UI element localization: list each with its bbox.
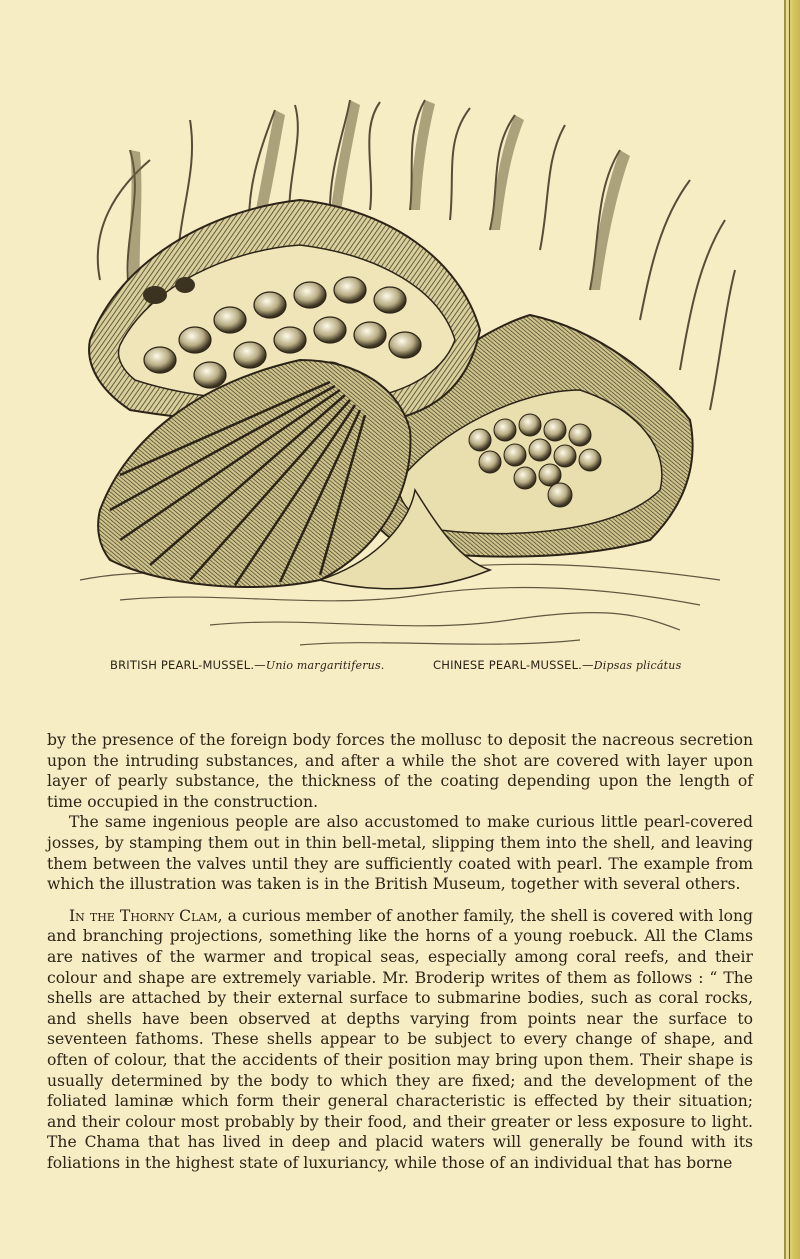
caption-british-pearl-mussel xyxy=(110,658,385,672)
pearl-mussel-engraving xyxy=(60,90,740,650)
page-edge xyxy=(784,0,800,1259)
page-edge-line xyxy=(789,0,790,1259)
thorny-clam-heading: Thorny Clam, xyxy=(119,906,223,925)
paragraph-3-body: a curious member of another family, the shell is covered with long and branching projections, something like the horns of a young roebuck. All the Clams are natives of the warmer and tropical seas, especially among coral reefs, and their colour and shape are extremely variable. Mr. Broderip writes of them as follows : “ The shells are attached by their external surface to submarine bodies, such as coral rocks, and shells have been observed at depths varying from points near the surface to seventeen fathoms. These shells appear to be subject to every change of shape, and often of colour, that the accidents of their position may bring upon them. Their shape is usually determined by the body to which they are fixed; and the development of the foliated laminæ which form their general characteristic is effected by their situation; and their colour most probably by their food, and their greater or less exposure to light. The Chama that has lived in deep and placid waters will generally be found with its foliations in the highest state of luxuriancy, while those of an individual that has borne xyxy=(47,906,754,1172)
caption-right-separator: — xyxy=(582,658,594,672)
caption-left-latin: Unio margaritiferus. xyxy=(265,659,385,672)
caption-left-name: BRITISH PEARL-MUSSEL. xyxy=(110,658,255,672)
paragraph-1: by the presence of the foreign body forces the mollusc to deposit the nacreous secretion upon the intruding substances, and after a while the shot are covered with layer upon layer of pearly substance, the thickness of the coating depending upon the length of time occupied in the construction. xyxy=(47,731,753,811)
paragraph-3 xyxy=(47,906,753,1174)
paragraph-2: The same ingenious people are also accustomed to make curious little pearl-covered josses, by stamping them out in thin bell-metal, slipping them into the shell, and leaving them between the valves until they are sufficiently coated with pearl. The example from which the illustration was taken is in the British Museum, together with several others. xyxy=(47,813,753,894)
caption-chinese-pearl-mussel xyxy=(433,658,681,672)
paragraph-3-lead-in: In the xyxy=(69,906,115,925)
caption-left-separator: — xyxy=(254,658,266,672)
caption-right-name: CHINESE PEARL-MUSSEL. xyxy=(433,658,583,672)
caption-right-latin: Dipsas plicátus xyxy=(593,659,682,672)
body-text xyxy=(47,730,753,1173)
